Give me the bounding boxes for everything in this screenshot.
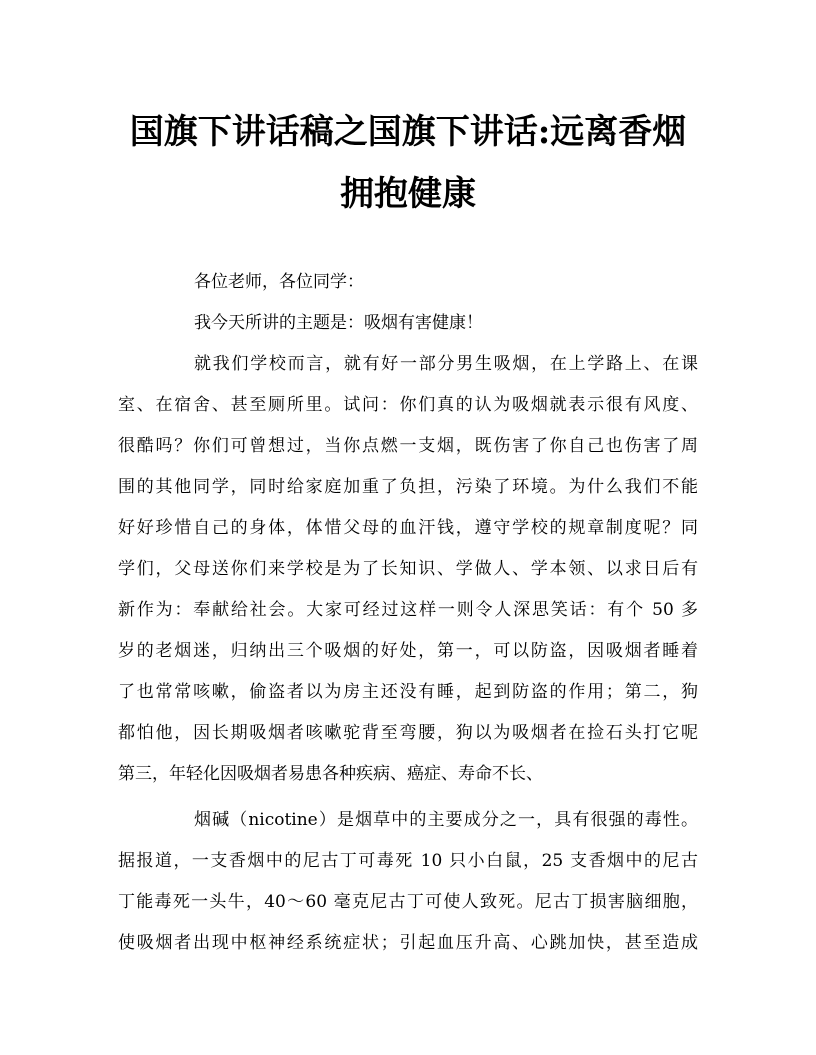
paragraph-line: 都怕他，因长期吸烟者咳嗽驼背至弯腰，狗以为吸烟者在捡石头打它呢 [118, 723, 698, 743]
paragraph-topic: 我今天所讲的主题是：吸烟有害健康！ [194, 313, 483, 333]
salutation: 各位老师，各位同学： [194, 272, 364, 292]
paragraph-line: 室、在宿舍、甚至厕所里。试问：你们真的认为吸烟就表示很有风度、 [118, 395, 698, 415]
paragraph-line: 就我们学校而言，就有好一部分男生吸烟，在上学路上、在课 [194, 354, 698, 374]
document-title-line-1: 国旗下讲话稿之国旗下讲话:远离香烟 [129, 112, 687, 152]
paragraph-line: 很酷吗？你们可曾想过，当你点燃一支烟，既伤害了你自己也伤害了周 [118, 436, 698, 456]
paragraph-line: 了也常常咳嗽，偷盗者以为房主还没有睡，起到防盗的作用；第二，狗 [118, 682, 698, 702]
paragraph-line: 第三，年轻化因吸烟者易患各种疾病、癌症、寿命不长、 [118, 764, 543, 784]
paragraph-line: 据报道，一支香烟中的尼古丁可毒死 10 只小白鼠，25 支香烟中的尼古 [118, 851, 698, 871]
paragraph-line: 烟碱（nicotine）是烟草中的主要成分之一，具有很强的毒性。 [194, 810, 698, 830]
paragraph-line: 丁能毒死一头牛，40～60 毫克尼古丁可使人致死。尼古丁损害脑细胞， [118, 892, 698, 912]
paragraph-line: 岁的老烟迷，归纳出三个吸烟的好处，第一，可以防盗，因吸烟者睡着 [118, 641, 698, 661]
document-title-line-2: 拥抱健康 [340, 174, 476, 214]
paragraph-line: 新作为：奉献给社会。大家可经过这样一则令人深思笑话：有个 50 多 [118, 600, 698, 620]
paragraph-line: 围的其他同学，同时给家庭加重了负担，污染了环境。为什么我们不能 [118, 477, 698, 497]
paragraph-line: 学们，父母送你们来学校是为了长知识、学做人、学本领、以求日后有 [118, 559, 698, 579]
paragraph-line: 好好珍惜自己的身体，体惜父母的血汗钱，遵守学校的规章制度呢？同 [118, 518, 698, 538]
paragraph-line: 使吸烟者出现中枢神经系统症状；引起血压升高、心跳加快，甚至造成 [118, 933, 698, 953]
